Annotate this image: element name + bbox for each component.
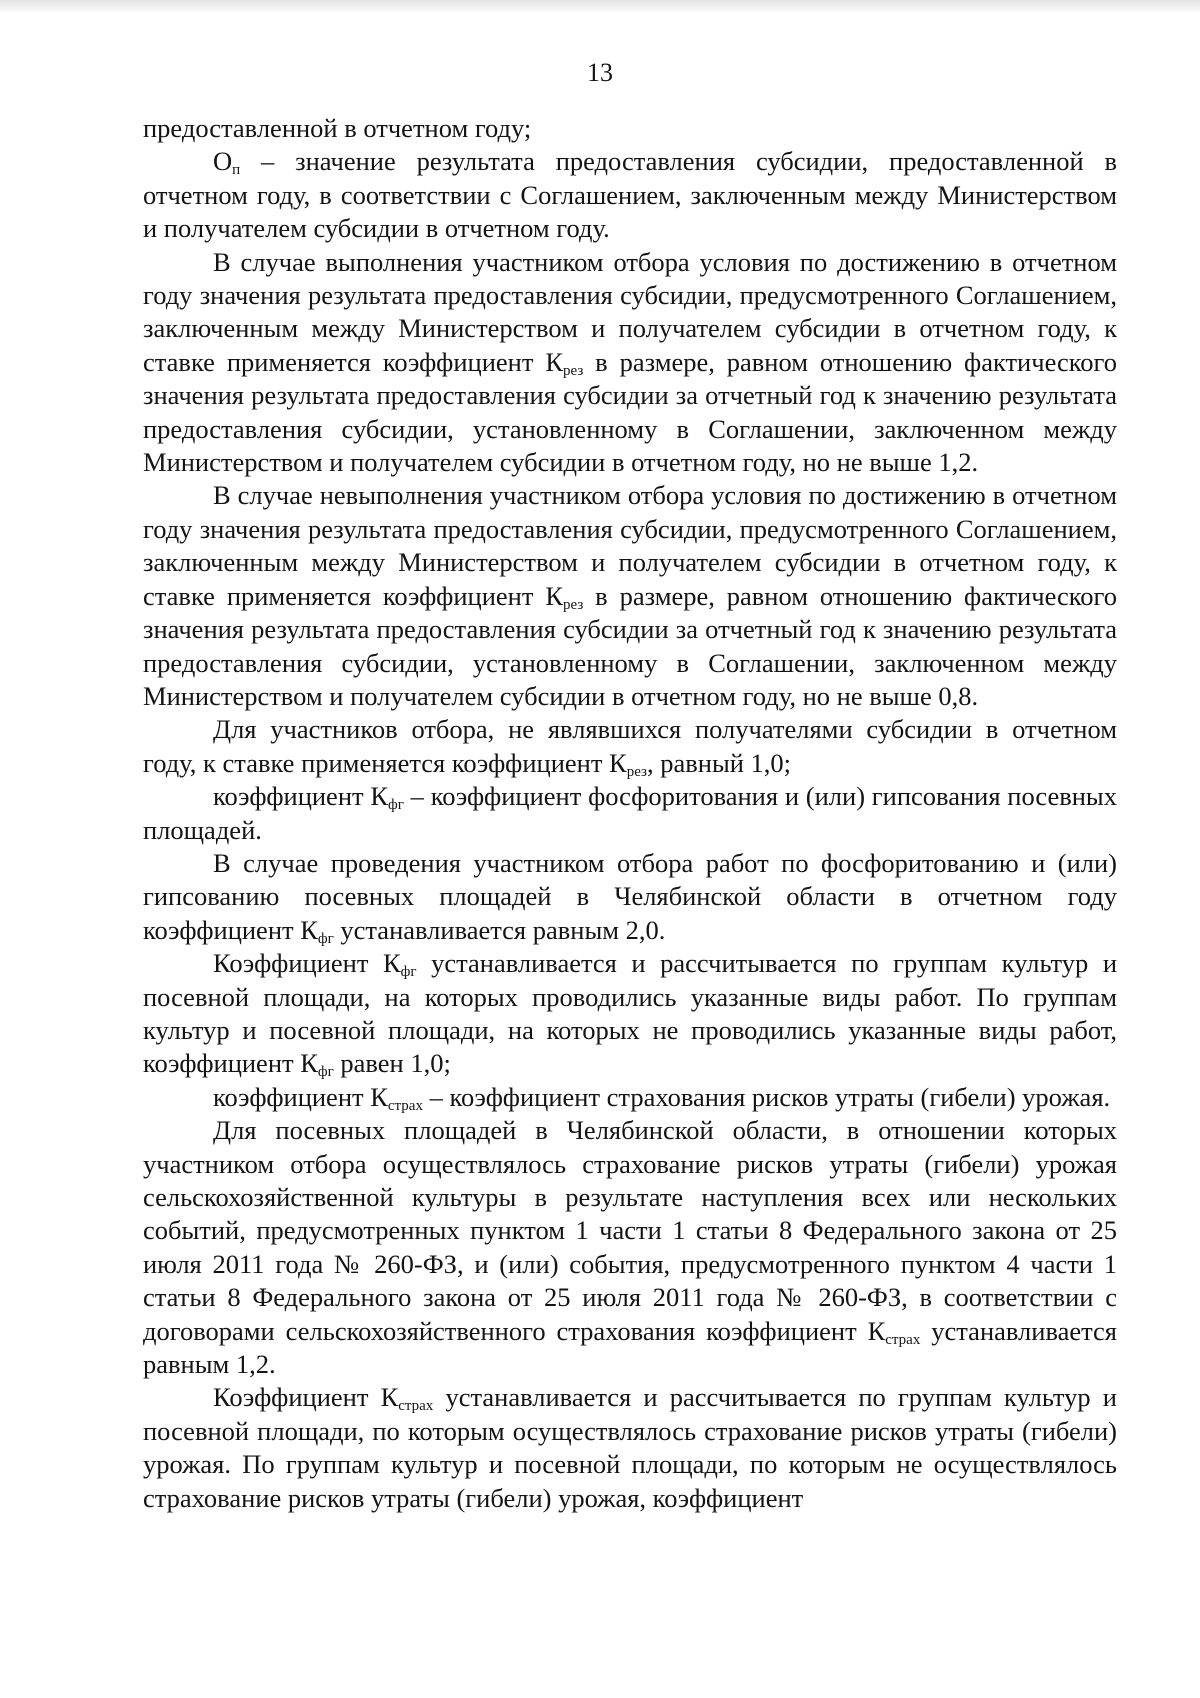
paragraph-text: устанавливается и рассчитывается по группам культур и посевной площади, на которых проводились указанные виды работ. По группам культур и посевной площади, на которых не проводились указанные виды работ, коэффициент К	[143, 948, 1117, 1079]
paragraph-text: предоставленной в отчетном году;	[143, 113, 532, 143]
paragraph	[143, 713, 1117, 780]
subscript: фг	[317, 930, 334, 947]
paragraph	[143, 780, 1117, 847]
paragraph-text: устанавливается равным 2,0.	[333, 914, 666, 945]
paragraph	[143, 246, 1117, 480]
paragraph-text: В случае невыполнения участником отбора условия по достижению в отчетном году значения результата предоставления субсидии, предусмотренного Соглашением, заключенным между Министерством и получателем субсидии в отчетном году, к ставке применяется коэффициент К	[143, 480, 1117, 611]
paragraph-text: В случае выполнения участником отбора условия по достижению в отчетном году значения результата предоставления субсидии, предусмотренного Соглашением, заключенным между Министерством и получателем субсидии в отчетном году, к ставке применяется коэффициент К	[143, 246, 1117, 377]
paragraph-text: устанавливается равным 1,2.	[143, 1315, 1117, 1380]
paragraph-text: Для участников отбора, не являвшихся получателями субсидии в отчетном году, к ставке применяется коэффициент К	[143, 714, 1117, 778]
paragraph-text: коэффициент К	[213, 781, 389, 812]
paragraph-text: – значение результата предоставления субсидии, предоставленной в отчетном году, в соответствии с Соглашением, заключенным между Министерством и получателем субсидии в отчетном году.	[143, 146, 1117, 244]
subscript: рез	[563, 596, 584, 613]
paragraph-text: устанавливается и рассчитывается по группам культур и посевной площади, по которым осуществлялось страхование рисков утраты (гибели) урожая. По группам культур и посевной площади, по которым не осуществлялось страхование рисков утраты (гибели) урожая, коэффициент	[143, 1382, 1117, 1513]
paragraph-text: коэффициент К	[213, 1081, 388, 1112]
document-body	[143, 112, 1117, 1515]
paragraph-text: равен 1,0;	[333, 1048, 451, 1079]
paragraph-text: В случае проведения участником отбора работ по фосфоритованию и (или) гипсованию посевных площадей в Челябинской области в отчетном году коэффициент К	[143, 847, 1117, 945]
paragraph-text: – коэффициент фосфоритования и (или) гипсования посевных площадей.	[143, 781, 1117, 845]
paragraph-text: Для посевных площадей в Челябинской области, в отношении которых участником отбора осуществлялось страхование рисков утраты (гибели) урожая сельскохозяйственной культуры в результате наступления всех или нескольких событий, предусмотренных пунктом 1 части 1 статьи 8 Федерального закона от 25 июля 2011 года № 260-ФЗ, и (или) события, предусмотренного пунктом 4 части 1 статьи 8 Федерального закона от 25 июля 2011 года № 260-ФЗ, в соответствии с договорами сельскохозяйственного страхования коэффициент К	[143, 1115, 1117, 1346]
subscript: рез	[563, 362, 584, 379]
paragraph-text: Коэффициент К	[213, 948, 401, 979]
paragraph-text: – коэффициент страхования рисков утраты (гибели) урожая.	[422, 1081, 1111, 1112]
paragraph-text: в размере, равном отношению фактического значения результата предоставления субсидии за отчетный год к значению результата предоставления субсидии, установленному в Соглашении, заключенном между Министерством и получателем субсидии в отчетном году, но не выше 0,8.	[143, 580, 1117, 711]
paragraph	[143, 145, 1117, 245]
paragraph	[143, 1081, 1117, 1114]
subscript: п	[232, 162, 241, 179]
paragraph-text: Коэффициент К	[213, 1382, 399, 1413]
subscript: страх	[885, 1331, 921, 1348]
subscript: фг	[388, 797, 404, 814]
paragraph-text: в размере, равном отношению фактического значения результата предоставления субсидии за отчетный год к значению результата предоставления субсидии, установленному в Соглашении, заключенном между Министерством и получателем субсидии в отчетном году, но не выше 1,2.	[143, 346, 1117, 478]
scan-edge	[0, 0, 1200, 14]
subscript: фг	[400, 964, 417, 981]
subscript: страх	[398, 1398, 434, 1415]
subscript: рез	[626, 763, 647, 780]
symbol: О	[213, 146, 233, 177]
paragraph	[143, 1114, 1117, 1381]
page-number: 13	[587, 58, 613, 87]
paragraph	[143, 479, 1117, 713]
subscript: страх	[387, 1097, 423, 1114]
paragraph	[143, 112, 1117, 145]
subscript: фг	[317, 1064, 334, 1081]
paragraph	[143, 1381, 1117, 1515]
paragraph-text: , равный 1,0;	[646, 747, 792, 778]
paragraph	[143, 847, 1117, 947]
paragraph	[143, 947, 1117, 1081]
